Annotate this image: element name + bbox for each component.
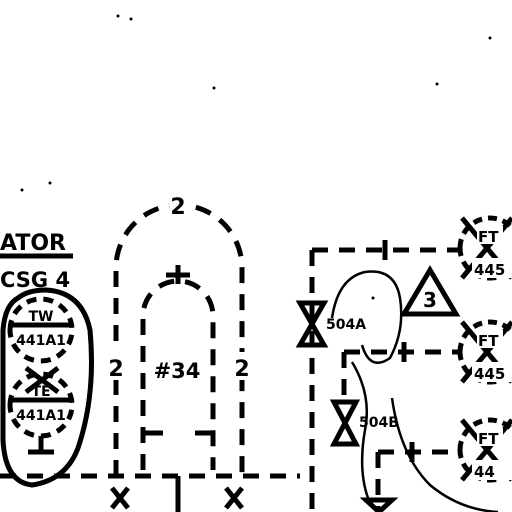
ft-3-tag: FT <box>478 430 499 448</box>
note-number: 3 <box>423 288 437 312</box>
valve-504b <box>334 402 356 444</box>
loop-number-right: 2 <box>234 357 250 382</box>
scan-specks <box>21 15 492 300</box>
note-triangle <box>404 270 456 314</box>
flow-transmitter-3 <box>460 420 512 481</box>
tw-instrument-bubble <box>10 299 72 361</box>
ft-1-number: 445 <box>474 261 506 279</box>
tw-tag: TW <box>28 309 54 325</box>
outer-loop-arch <box>116 205 242 476</box>
ft-3-number: 44 <box>474 463 495 481</box>
valve-504b-tag: 504B <box>359 415 399 431</box>
csg-label: CSG 4 <box>0 268 71 292</box>
cabinet-label: #34 <box>153 359 201 383</box>
ft-1-tag: FT <box>478 228 499 246</box>
loop-number-top: 2 <box>170 195 186 220</box>
te-number: 441A1 <box>16 408 66 424</box>
te-tag: TE <box>31 384 51 400</box>
ft-2-tag: FT <box>478 332 499 350</box>
title-label: ATOR <box>0 231 66 256</box>
te-instrument-bubble <box>10 374 72 436</box>
ft-2-number: 445 <box>474 365 506 383</box>
flow-transmitter-1 <box>460 218 512 279</box>
tw-number: 441A1 <box>16 333 66 349</box>
valve-504a-tag: 504A <box>326 317 367 333</box>
loop-number-left: 2 <box>108 357 124 382</box>
flow-transmitter-2 <box>460 322 512 383</box>
